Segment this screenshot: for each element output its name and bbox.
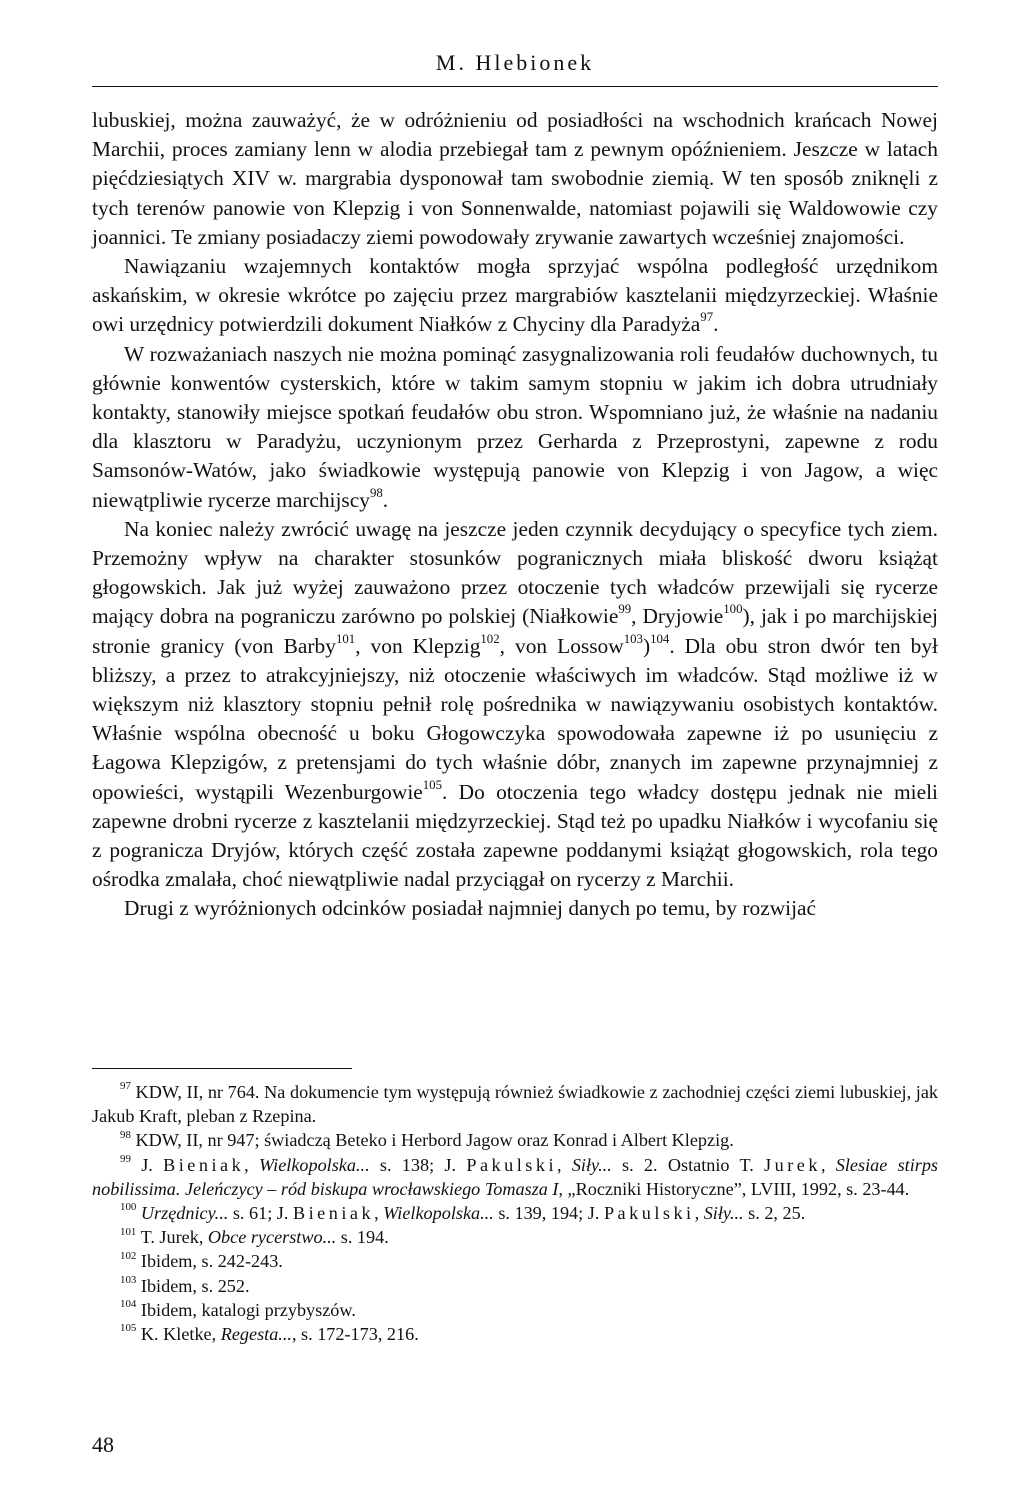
italic-text: Wielkopolska... (259, 1154, 370, 1175)
text-run: Drugi z wyróżnionych odcinków posiadał najmniej danych po temu, by rozwijać (124, 896, 817, 921)
footnote-ref[interactable]: 97 (700, 310, 714, 325)
text-run: s. 2, 25. (743, 1203, 806, 1224)
text-run: . (713, 312, 719, 337)
text-run: , s. 172-173, 216. (291, 1324, 419, 1345)
text-run: lubuskiej, można zauważyć, że w odróżnieniu od posiadłości na wschodnich krańcach Nowej Marchii, proces zamiany lenn w alodia przebiegał tam z pewnym opóźnieniem. Jeszcze w latach pięćdziesiątych XIV w. margrabia dysponował tam swobodnie ziemią. W ten sposób zniknęli z tych terenów panowie von Klepzig i von Sonnenwalde, natomiast pojawili się Waldowowie czy joannici. Te zmiany posiadaczy ziemi powodowały zrywanie zawartych wcześniej znajomości. (92, 108, 938, 249)
text-run: Ibidem, katalogi przybyszów. (136, 1299, 356, 1320)
text-run: Ibidem, s. 252. (136, 1275, 250, 1296)
spaced-author-name: Pakulski (603, 1203, 695, 1224)
footnote-ref[interactable]: 103 (623, 631, 643, 646)
text-run: KDW, II, nr 764. Na dokumencie tym występują również świadkowie z zachodniej części ziemi lubuskiej, jak Jakub Kraft, pleban z Rzepina. (92, 1082, 938, 1127)
text-run: . Dla obu stron dwór ten był bliższy, a przez to atrakcyjniejszy, niż otoczenie właściwych im władców. Stąd możliwe iż w większym niż klasztory stopniu pełnił rolę pośrednika w nawiązywaniu osobistych kontaktów. Właśnie wspólna obecność u boku Głogowczyka spowodowała zapewne iż po usunięciu z Łagowa Klepzigów, z pretensjami do tych właśnie dóbr, znanych im zapewne przynajmniej z opowieści, wystąpili Wezenburgowie (92, 633, 939, 804)
footnote (92, 1249, 938, 1273)
footnote-separator (92, 1068, 352, 1069)
footnote (92, 1201, 938, 1225)
footnote-number: 105 (120, 1322, 137, 1335)
italic-text: Siły... (571, 1154, 612, 1175)
footnote-number: 101 (120, 1225, 137, 1238)
text-run: , (557, 1154, 572, 1175)
paragraph (92, 252, 938, 340)
footnote-number: 99 (120, 1152, 131, 1165)
footnote (92, 1080, 938, 1128)
text-run: , (244, 1154, 259, 1175)
text-run: , „Roczniki Historyczne”, LVIII, 1992, s. 23-44. (558, 1178, 910, 1199)
italic-text: Regesta... (220, 1324, 292, 1345)
text-run: J. (130, 1154, 164, 1175)
footnote (92, 1274, 938, 1298)
spaced-author-name: Pakulski (466, 1154, 557, 1175)
text-run: W rozważaniach naszych nie można pominąć zasygnalizowania roli feudałów duchownych, tu głównie konwentów cysterskich, które w takim samym stopniu w jakim ich dobra utrudniały kontakty, stanowiły miejsce spotkań feudałów obu stron. Wspomniano już, że właśnie na nadaniu dla klasztoru w Paradyżu, uczynionym przez Gerharda z Przeprostyni, zapewne z rodu Samsonów-Watów, jako świadkowie występują panowie von Klepzig i von Jagow, a więc niewątpliwie rycerze marchijscy (92, 341, 938, 512)
text-run: ), jak i po marchijskiej stronie granicy (von Barby (92, 604, 938, 658)
main-text (92, 106, 938, 924)
text-run: ) (642, 633, 651, 658)
footnote-ref[interactable]: 99 (618, 602, 632, 617)
text-run: . (382, 487, 389, 512)
footnote (92, 1225, 938, 1249)
italic-text: Siły... (703, 1203, 744, 1224)
italic-text: Slesiae stirps nobilissima. Jeleńczycy – ród biskupa wrocławskiego Tomasza I (92, 1154, 938, 1199)
footnote (92, 1128, 938, 1152)
text-run: T. Jurek, (136, 1227, 208, 1248)
text-run: s. 138; J. (369, 1154, 467, 1175)
text-run: . Do otoczenia tego władcy dostępu jednak nie mieli zapewne drobni rycerze z kasztelanii międzyrzeckiej. Stąd też po upadku Niałków i wycofaniu się z pogranicza Dryjów, których część została zapewne poddanymi książąt głogowskich, rola tego ośrodka zmalała, choć niewątpliwie nadal przyciągał on rycerzy z Marchii. (92, 779, 939, 892)
footnotes (92, 1080, 938, 1346)
footnote-number: 104 (120, 1298, 137, 1311)
text-run: s. 61; J. (228, 1203, 293, 1224)
text-run: , (694, 1203, 704, 1224)
paragraph (92, 106, 938, 252)
spaced-author-name: Bieniak (292, 1203, 375, 1224)
text-run: , Dryjowie (631, 604, 724, 629)
text-run: s. 194. (336, 1227, 389, 1248)
footnote-number: 100 (120, 1201, 137, 1214)
text-run: , (820, 1154, 836, 1175)
footnote-ref[interactable]: 105 (422, 777, 443, 792)
header-rule (92, 86, 938, 87)
text-run: s. 139, 194; J. (493, 1203, 604, 1224)
text-run: K. Kletke, (136, 1324, 221, 1345)
text-run: , von Klepzig (355, 633, 481, 658)
footnote-ref[interactable]: 102 (480, 631, 500, 646)
footnote-number: 103 (120, 1273, 137, 1286)
footnote-number: 98 (120, 1128, 131, 1141)
text-run: s. 2. Ostatnio T. (611, 1154, 765, 1175)
footnote-ref[interactable]: 98 (369, 485, 383, 500)
italic-text: Urzędnicy... (140, 1203, 229, 1224)
footnote-ref[interactable]: 100 (723, 602, 743, 617)
paragraph (92, 340, 938, 515)
footnote (92, 1153, 938, 1201)
spaced-author-name: Jurek (764, 1154, 821, 1175)
text-run: KDW, II, nr 947; świadczą Beteko i Herbord Jagow oraz Konrad i Albert Klepzig. (130, 1130, 734, 1151)
footnote-ref[interactable]: 101 (335, 631, 356, 646)
paragraph (92, 894, 938, 923)
footnote-number: 102 (120, 1249, 137, 1262)
footnote (92, 1322, 938, 1346)
footnote-ref[interactable]: 104 (650, 631, 670, 646)
italic-text: Obce rycerstwo... (207, 1227, 337, 1248)
footnote (92, 1298, 938, 1322)
running-header: M. Hlebionek (435, 50, 595, 75)
text-run: , von Lossow (499, 633, 624, 658)
text-run: Na koniec należy zwrócić uwagę na jeszcze jeden czynnik decydujący o specyfice tych ziem. Przemożny wpływ na charakter stosunków pogranicznych miała bliskość dworu książąt głogowskich. Jak już wyżej zauważono przez otoczenie tych władców przewijali się rycerze mający dobra na pograniczu zarówno po polskiej (Niałkowie (92, 516, 938, 629)
paragraph (92, 515, 938, 895)
text-run: Nawiązaniu wzajemnych kontaktów mogła sprzyjać wspólna podległość urzędnikom askańskim, w okresie wkrótce po zajęciu przez margrabiów kasztelanii międzyrzeckiej. Właśnie owi urzędnicy potwierdzili dokument Niałków z Chyciny dla Paradyża (92, 254, 938, 337)
text-run: , (374, 1203, 384, 1224)
page-number: 48 (92, 1432, 114, 1457)
spaced-author-name: Bieniak (163, 1154, 245, 1175)
text-run: Ibidem, s. 242-243. (136, 1251, 283, 1272)
footnote-number: 97 (120, 1080, 131, 1093)
italic-text: Wielkopolska... (383, 1203, 494, 1224)
